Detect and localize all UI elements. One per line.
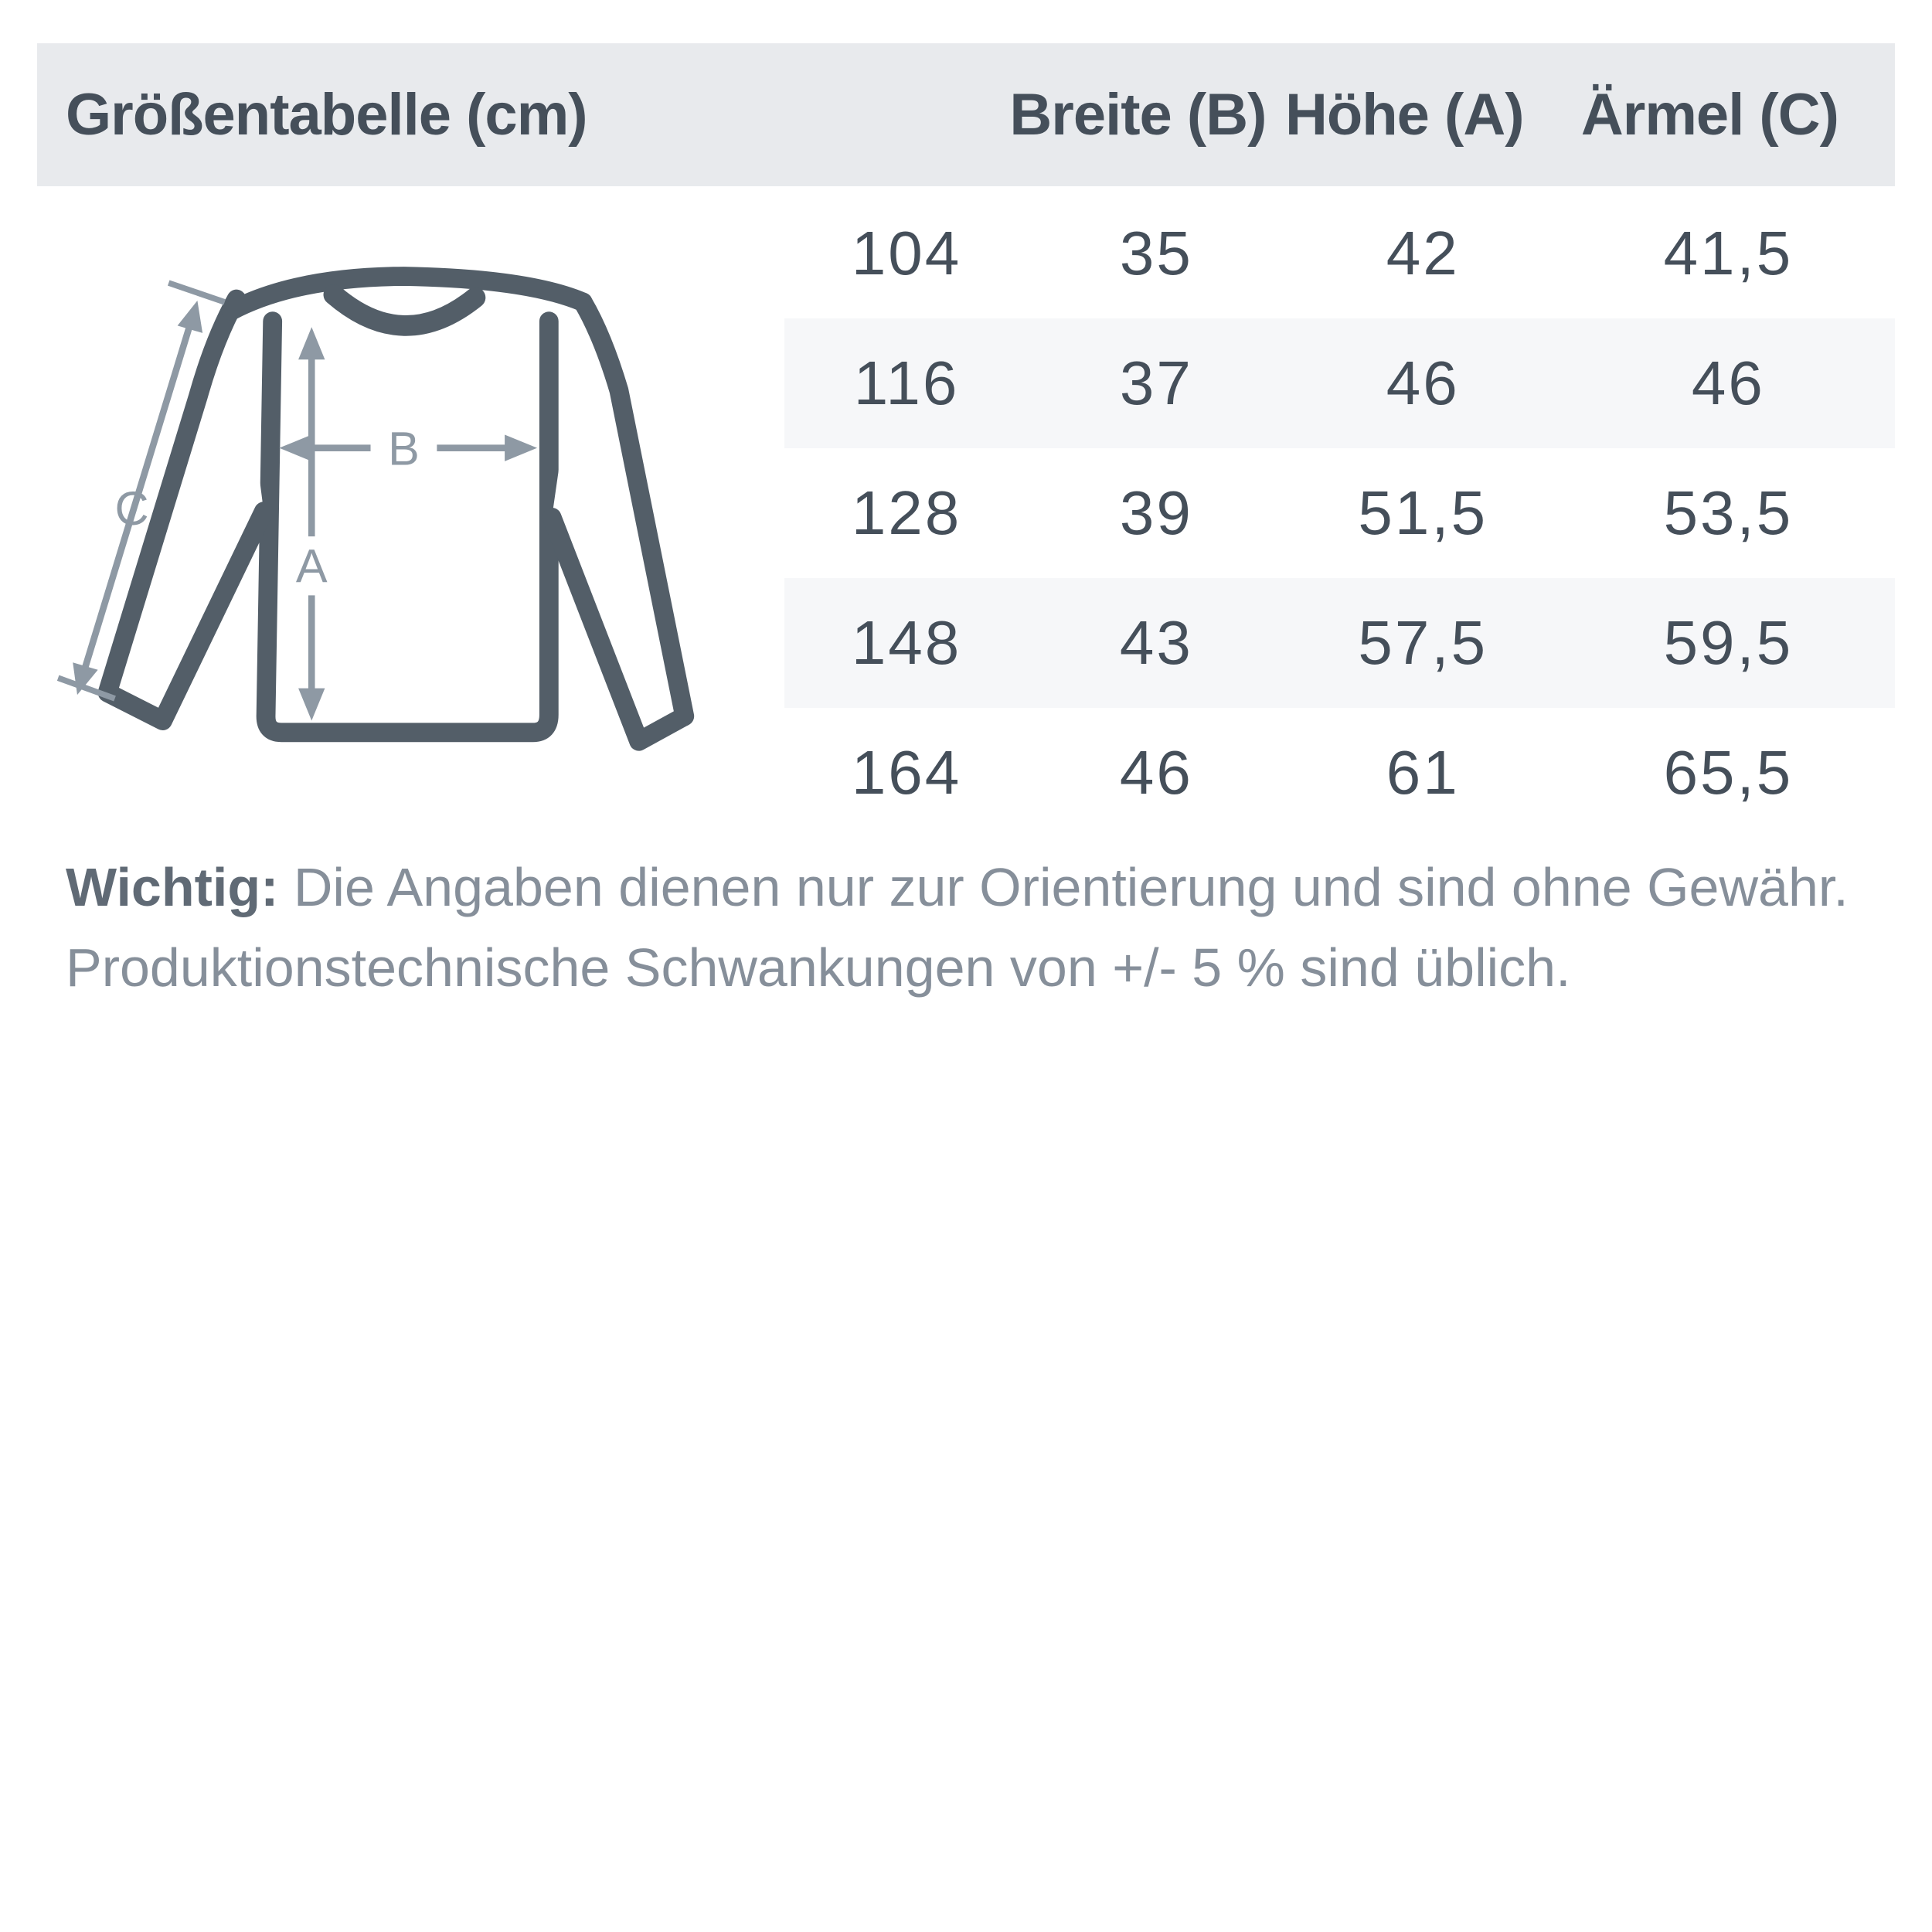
column-header-breite: Breite (B) xyxy=(1009,82,1267,148)
disclaimer-line-1 xyxy=(66,847,1849,927)
hoehe-cell: 57,5 xyxy=(1358,608,1488,677)
aermel-cell: 46 xyxy=(1691,349,1765,417)
aermel-cell: 53,5 xyxy=(1663,478,1794,547)
aermel-cell: 59,5 xyxy=(1663,608,1794,677)
size-table xyxy=(784,189,1895,838)
arrow-up-icon xyxy=(178,301,202,333)
page-title: Größentabelle (cm) xyxy=(66,82,587,148)
disclaimer-note xyxy=(66,847,1849,1008)
sleeve-measure-tick-top xyxy=(168,283,224,302)
height-measure-label: A xyxy=(295,539,328,593)
hoehe-cell: 42 xyxy=(1386,219,1460,287)
disclaimer-line-2 xyxy=(66,927,1849,1008)
table-header-band xyxy=(37,43,1895,186)
table-row xyxy=(784,318,1895,448)
hoehe-cell: 46 xyxy=(1386,349,1460,417)
size-cell: 104 xyxy=(851,219,962,287)
table-row xyxy=(784,578,1895,708)
disclaimer-label: Wichtig: xyxy=(66,857,279,917)
table-row xyxy=(784,448,1895,578)
breite-cell: 39 xyxy=(1119,478,1193,547)
hoehe-cell: 61 xyxy=(1386,738,1460,807)
shirt-collar xyxy=(334,294,475,325)
size-cell: 148 xyxy=(851,608,962,677)
table-header-columns xyxy=(784,43,1895,186)
aermel-cell: 65,5 xyxy=(1663,738,1794,807)
breite-cell: 37 xyxy=(1119,349,1193,417)
breite-cell: 35 xyxy=(1119,219,1193,287)
garment-diagram xyxy=(45,265,745,796)
width-measure-label: B xyxy=(388,422,420,475)
size-cell: 164 xyxy=(851,738,962,807)
size-cell: 128 xyxy=(851,478,962,547)
column-header-hoehe: Höhe (A) xyxy=(1284,82,1524,148)
aermel-cell: 41,5 xyxy=(1663,219,1794,287)
table-row xyxy=(784,708,1895,838)
breite-cell: 46 xyxy=(1119,738,1193,807)
breite-cell: 43 xyxy=(1119,608,1193,677)
size-cell: 116 xyxy=(853,349,960,417)
sleeve-measure-label: C xyxy=(114,481,149,535)
disclaimer-text-2: Produktionstechnische Schwankungen von +/- 5 % sind üblich. xyxy=(66,937,1571,998)
shirt-right-sleeve xyxy=(552,302,685,741)
disclaimer-text-1: Die Angaben dienen nur zur Orientierung und sind ohne Gewähr. xyxy=(293,857,1849,917)
shirt-shoulder-line xyxy=(231,276,583,311)
column-header-aermel: Ärmel (C) xyxy=(1580,82,1838,148)
hoehe-cell: 51,5 xyxy=(1358,478,1488,547)
table-row xyxy=(784,189,1895,318)
